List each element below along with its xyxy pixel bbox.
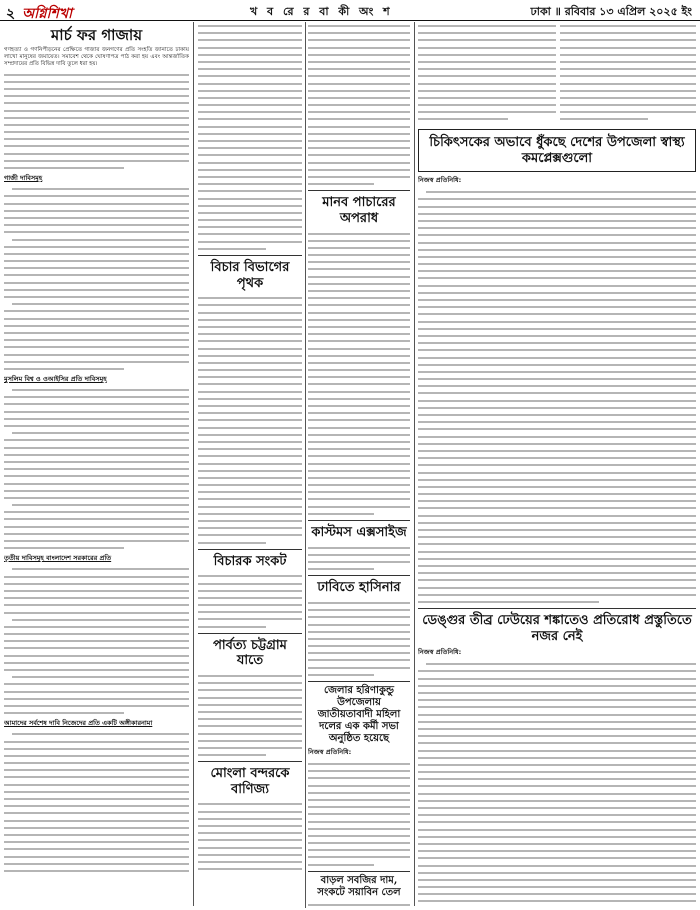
subhead-bangladesh-govt: তৃতীয় দাবিসমূহ বাংলাদেশ সরকারের প্রতি (4, 554, 112, 563)
boxed-headline (418, 129, 696, 172)
headline-mongla-port: মোংলা বন্দরকে বাণিজ্য (210, 766, 290, 797)
article-body (308, 544, 410, 573)
subhead-demands: গাজী দাবিসমূহ (4, 174, 43, 183)
article-body (198, 294, 302, 546)
column-right (418, 22, 696, 908)
column-middle-right (308, 22, 410, 908)
article-body (4, 71, 189, 172)
headline-judge-crisis: বিচারক সংকট (213, 553, 287, 569)
column-middle (198, 22, 410, 908)
subhead-muslim-world: মুসলিম বিশ্ব ও ওআইসির প্রতি দাবিসমূহ (4, 375, 107, 384)
article-lead: গণহত্যা ও গণনিপীড়নের প্রেক্ষিতে গাজার জনগণের প্রতি সংহতি জানাতে ঢাকায় লাখো মানুষের জমায়েত। সমাবেশ থেকে ঘোষণাপত্র পাঠ করা হয় এবং আন্তর্জাতিক সম্প্রদায়ের প্রতি বিভিন্ন দাবি তুলে ধরা হয়। (4, 47, 189, 68)
article-body (418, 188, 696, 605)
page-number: ২ (6, 6, 16, 22)
headline-health-complex: চিকিৎসকের অভাবে ধুঁকছে দেশের উপজেলা স্বাস্থ্য কমপ্লেক্সগুলো (429, 135, 685, 166)
article-body (198, 572, 302, 630)
headline-vegetable-prices: বাড়ল সবজির দাম, সংকটে সয়াবিন তেল (317, 874, 401, 898)
headline-judiciary: বিচার বিভাগের পৃথক (210, 260, 290, 291)
dateline: ঢাকা ॥ রবিবার ১৩ এপ্রিল ২০২৫ ইং (530, 5, 692, 18)
column-rule (305, 22, 306, 908)
masthead (0, 0, 700, 21)
headline-dhabi-hasina: ঢাবিতে হাসিনার (317, 580, 401, 596)
headline-march-for-gaza: মার্চ ফর গাজায় (50, 26, 143, 44)
article-body (308, 230, 410, 518)
article-body (4, 386, 189, 551)
byline: নিজস্ব প্রতিনিধি: (308, 748, 352, 756)
article-body (560, 22, 696, 123)
subhead-pledge: আমাদের সর্বশেষ দাবি নিজেদের প্রতি একটি অঙ্গীকারনামা (4, 719, 153, 728)
article-body (198, 672, 302, 758)
article-body (4, 730, 189, 874)
article-body (418, 22, 556, 123)
headline-harinakundu-meeting: জেলার হরিণাকুন্ডু উপজেলায় জাতীয়তাবাদী মহিলা দলের এক কর্মী সভা অনুষ্ঠিত হয়েছে (317, 685, 401, 744)
section-title: খ ব রে র বা কী অং শ (250, 5, 393, 18)
article-body (308, 599, 410, 678)
headline-dengue: ডেঙ্গুর তীব্র ঢেউয়ের শঙ্কাতেও প্রতিরোধ প্রস্তুতিতে নজর নেই (422, 613, 692, 644)
column-right-main (418, 126, 696, 908)
column-right-top-right (560, 22, 696, 125)
byline: নিজস্ব প্রতিনিধি: (418, 176, 462, 185)
column-left (4, 22, 189, 908)
article-body (308, 760, 410, 868)
paper-logo: অগ্নিশিখা (21, 6, 73, 22)
article-body (308, 22, 410, 187)
column-right-top-left (418, 22, 556, 125)
headline-hill-tracts: পার্বত্য চট্টগ্রাম যাতে (213, 637, 287, 669)
byline: নিজস্ব প্রতিনিধি: (418, 648, 462, 657)
article-body (418, 660, 696, 908)
column-rule (193, 22, 194, 906)
headline-customs-excise: কাস্টমস এক্সসাইজ (311, 525, 407, 540)
article-body (4, 185, 189, 372)
article-body (198, 22, 302, 252)
column-middle-left (198, 22, 302, 908)
article-body (198, 800, 302, 872)
headline-human-trafficking: মানব পাচারের অপরাধ (322, 195, 396, 226)
article-body (4, 565, 189, 716)
column-rule (414, 22, 415, 906)
article-body (308, 901, 410, 908)
